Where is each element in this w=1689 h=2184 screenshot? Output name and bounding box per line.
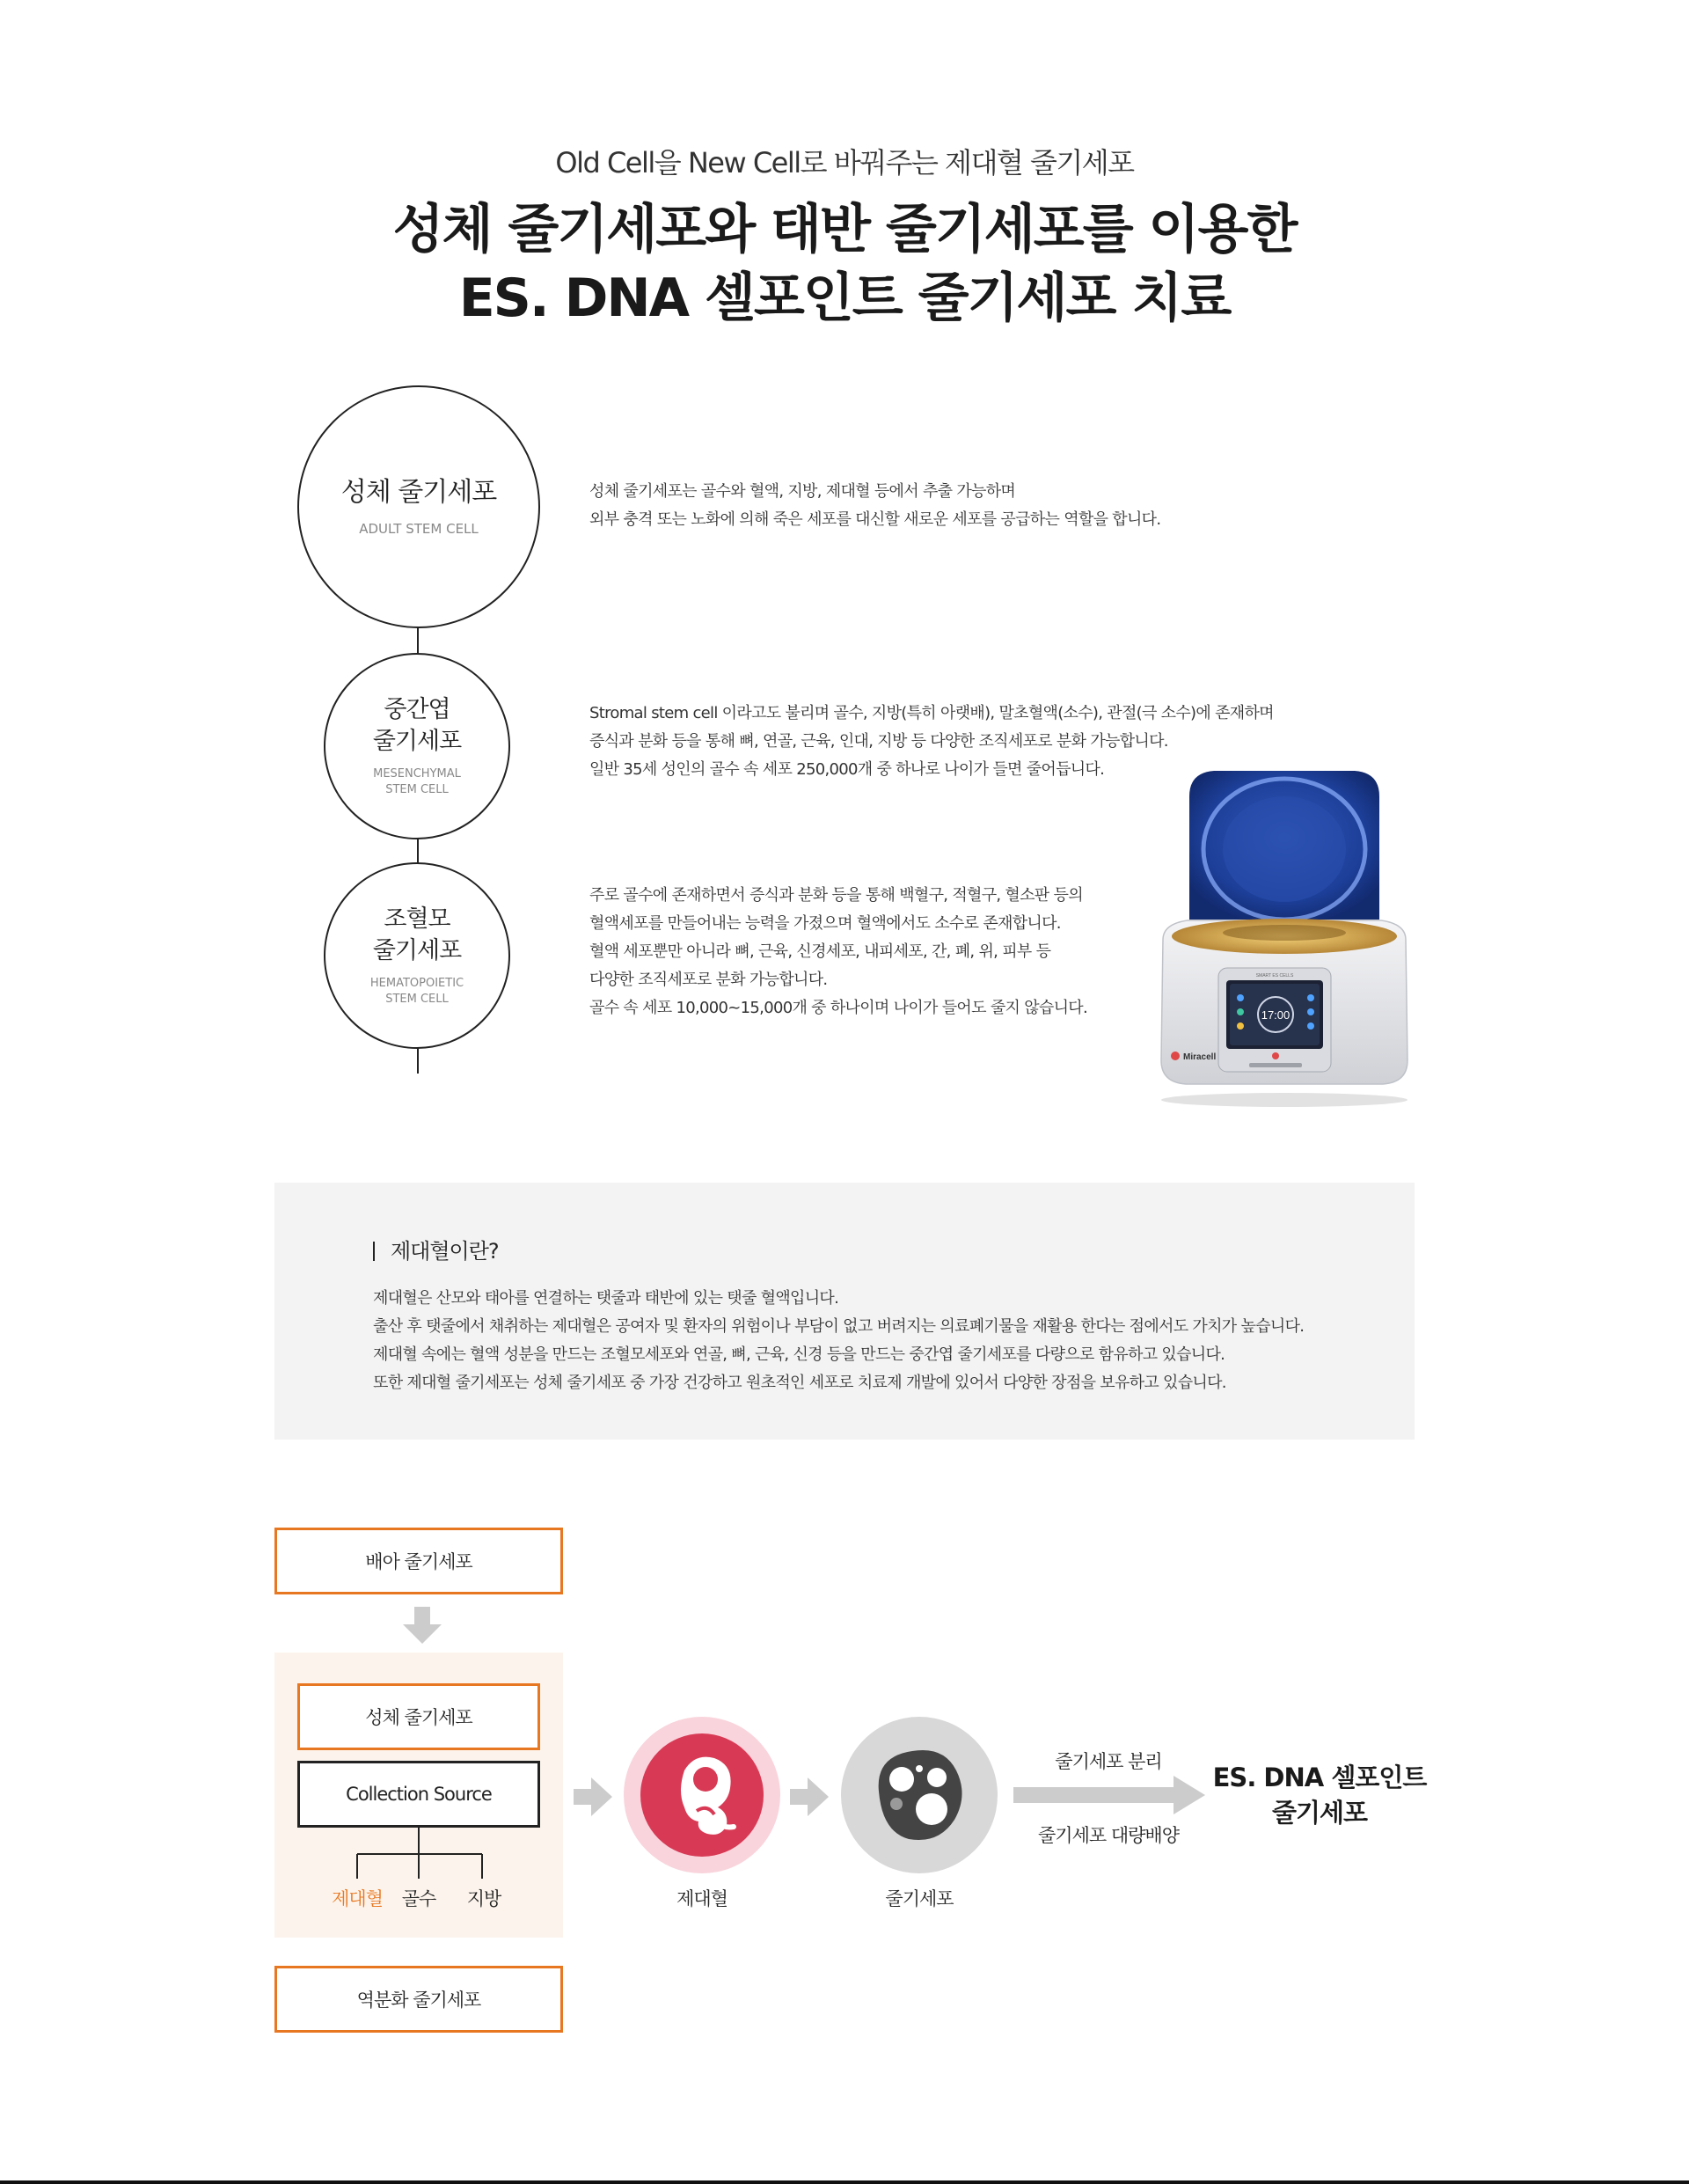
hematopoietic-desc <box>589 882 1188 1022</box>
title-bar <box>373 1242 375 1261</box>
mesenchymal-stem-cell-circle <box>324 653 510 839</box>
adult-stem-cell-label: 성체 줄기세포 <box>340 477 497 508</box>
embryonic-stem-cell-box <box>274 1528 563 1594</box>
hematopoietic-label-1: 조혈모 <box>384 905 450 933</box>
device-screen-time: 17:00 <box>1261 1008 1291 1022</box>
desc-line: 혈액세포를 만들어내는 능력을 가졌으며 혈액에서도 소수로 존재합니다. <box>589 914 1061 933</box>
mass-culture-label: 줄기세포 대량배양 <box>1038 1825 1179 1846</box>
mesenchymal-label-1: 중간엽 <box>384 696 450 723</box>
cord-blood-label: 제대혈 <box>676 1888 728 1909</box>
final-result-line2: 줄기세포 <box>1271 1798 1368 1828</box>
long-right-arrow-icon <box>1013 1776 1207 1814</box>
desc-line: 증식과 분화 등을 통해 뼈, 연골, 근육, 인대, 지방 등 다양한 조직세포로 분화 가능합니다. <box>589 732 1168 751</box>
hematopoietic-en-2: STEM CELL <box>385 993 449 1006</box>
desc-line: 골수 속 세포 10,000~15,000개 중 하나이며 나이가 들어도 줄지 않습니다. <box>589 999 1087 1017</box>
adult-stem-cell-box-label: 성체 줄기세포 <box>365 1707 472 1728</box>
hematopoietic-en-1: HEMATOPOIETIC <box>369 977 464 990</box>
desc-line: 제대혈은 산모와 태아를 연결하는 탯줄과 태반에 있는 탯줄 혈액입니다. <box>373 1289 839 1308</box>
page-title-line2: ES. DNA 셀포인트 줄기세포 치료 <box>458 268 1231 329</box>
desc-line: Stromal stem cell 이라고도 불리며 골수, 지방(특히 아랫배), 말초혈액(소수), 관절(극 소수)에 존재하며 <box>589 704 1274 722</box>
bottom-divider <box>0 2180 1689 2184</box>
page-title-line1: 성체 줄기세포와 태반 줄기세포를 이용한 <box>392 199 1297 260</box>
page-title <box>0 195 1689 333</box>
final-result-line1: ES. DNA 셀포인트 <box>1212 1763 1427 1792</box>
hematopoietic-label-2: 줄기세포 <box>372 937 462 964</box>
collection-source-label: Collection Source <box>346 1784 492 1805</box>
desc-line: 외부 충격 또는 노화에 의해 죽은 세포를 대신할 새로운 세포를 공급하는 역할을 합니다. <box>589 510 1161 529</box>
cord-blood-title <box>373 1234 499 1264</box>
right-arrow-icon <box>574 1777 614 1816</box>
desc-line: 주로 골수에 존재하면서 증식과 분화 등을 통해 백혈구, 적혈구, 혈소판 등의 <box>589 886 1083 905</box>
source-branch-lines <box>352 1828 493 1880</box>
device-brand: Miracell <box>1183 1052 1217 1062</box>
adult-stem-cell-box <box>297 1683 540 1750</box>
down-arrow-icon <box>401 1607 443 1645</box>
embryo-icon <box>623 1716 781 1874</box>
desc-line: 출산 후 탯줄에서 채취하는 제대혈은 공여자 및 환자의 위험이나 부담이 없고 버려지는 의료폐기물을 재활용 한다는 점에서도 가치가 높습니다. <box>373 1317 1305 1336</box>
adult-stem-cell-en: ADULT STEM CELL <box>359 521 479 537</box>
stem-cell-label: 줄기세포 <box>885 1888 954 1909</box>
source-fat: 지방 <box>466 1888 501 1909</box>
reverse-differentiation-stem-cell-box <box>274 1966 563 2033</box>
cord-blood-desc <box>373 1285 1393 1397</box>
mesenchymal-en-1: MESENCHYMAL <box>373 767 461 781</box>
desc-line: 일반 35세 성인의 골수 속 세포 250,000개 중 하나로 나이가 들면 줄어듭니다. <box>589 760 1105 779</box>
desc-line: 제대혈 속에는 혈액 성분을 만드는 조혈모세포와 연골, 뼈, 근육, 신경 등을 만드는 중간엽 줄기세포를 다량으로 함유하고 있습니다. <box>373 1345 1225 1364</box>
embryonic-stem-cell-label: 배아 줄기세포 <box>365 1551 472 1572</box>
device-panel-text: SMART ES CELLS <box>1255 973 1294 978</box>
desc-line: 성체 줄기세포는 골수와 혈액, 지방, 제대혈 등에서 추출 가능하며 <box>589 482 1016 501</box>
source-cord-blood: 제대혈 <box>332 1888 383 1909</box>
desc-line: 다양한 조직세포로 분화 가능합니다. <box>589 971 828 989</box>
right-arrow-icon <box>790 1777 830 1816</box>
source-bone-marrow: 골수 <box>401 1888 436 1909</box>
mesenchymal-en-2: STEM CELL <box>385 783 449 796</box>
stem-cell-icon <box>840 1716 998 1874</box>
centrifuge-device-image <box>1152 766 1416 1109</box>
final-result-label <box>1205 1760 1434 1830</box>
collection-source-box <box>297 1761 540 1828</box>
adult-stem-cell-desc <box>589 478 1381 534</box>
reverse-differentiation-label: 역분화 줄기세포 <box>356 1990 481 2011</box>
mesenchymal-label-2: 줄기세포 <box>372 728 462 755</box>
separation-label: 줄기세포 분리 <box>1055 1751 1162 1772</box>
cord-blood-title-text: 제대혈이란? <box>391 1239 499 1264</box>
adult-stem-cell-circle <box>297 385 540 628</box>
desc-line: 혈액 세포뿐만 아니라 뼈, 근육, 신경세포, 내피세포, 간, 폐, 위, 피부 등 <box>589 942 1051 961</box>
page-subtitle: Old Cell을 New Cell로 바꿔주는 제대혈 줄기세포 <box>555 146 1134 180</box>
desc-line: 또한 제대혈 줄기세포는 성체 줄기세포 중 가장 건강하고 원초적인 세포로 치료제 개발에 있어서 다양한 장점을 보유하고 있습니다. <box>373 1374 1226 1392</box>
hematopoietic-stem-cell-circle <box>324 862 510 1049</box>
